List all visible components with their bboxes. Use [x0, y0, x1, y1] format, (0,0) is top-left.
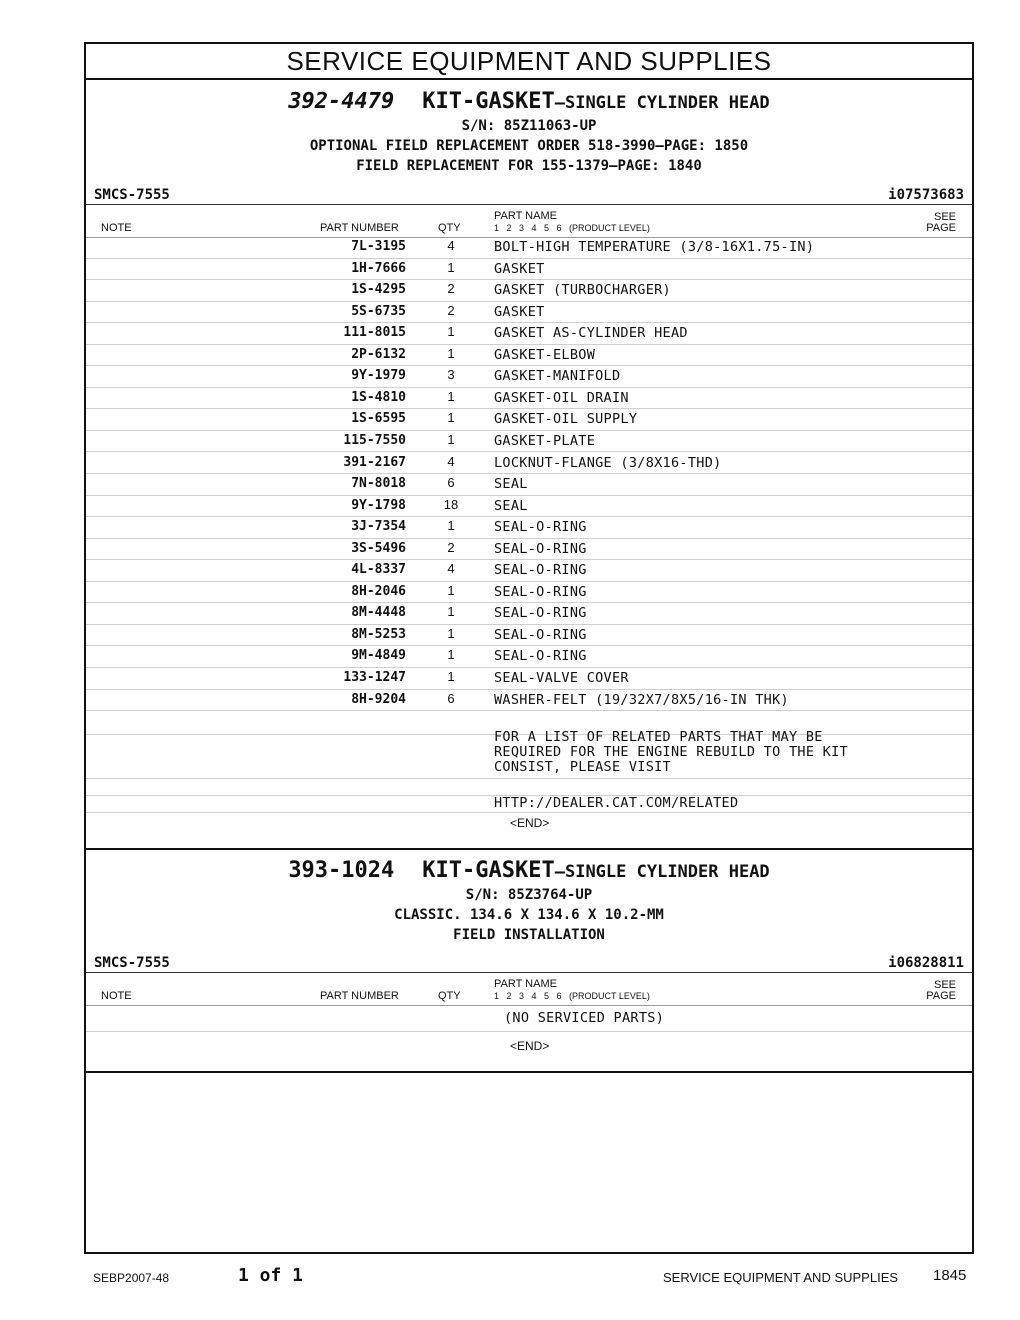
part-qty: 1: [447, 518, 455, 534]
parts-row: [86, 387, 972, 410]
part-number[interactable]: 133-1247: [343, 670, 406, 685]
part-qty: 2: [447, 539, 455, 555]
parts-row: [86, 322, 972, 345]
parts-row: [86, 258, 972, 281]
part-qty: 2: [447, 281, 455, 297]
kit2-smcs: SMCS-7555: [94, 955, 170, 971]
kit1-end-marker: <END>: [510, 816, 550, 830]
part-number[interactable]: 9Y-1979: [351, 368, 406, 384]
related-parts-link[interactable]: HTTP://DEALER.CAT.COM/RELATED: [494, 795, 739, 811]
part-number[interactable]: 8H-2046: [351, 583, 406, 599]
kit2-no-parts: (NO SERVICED PARTS): [504, 1010, 665, 1026]
kit2-serial: S/N: 85Z3764-UP: [465, 887, 593, 903]
parts-row: [86, 452, 972, 475]
footer-section: SERVICE EQUIPMENT AND SUPPLIES: [663, 1270, 899, 1285]
part-name: WASHER-FELT (19/32X7/8X5/16-IN THK): [494, 691, 789, 708]
part-qty: 4: [447, 561, 455, 577]
part-qty: 18: [443, 496, 459, 512]
kit1-optional-replacement: OPTIONAL FIELD REPLACEMENT ORDER 518-3990—PAGE: 1850: [309, 138, 749, 154]
parts-row: [86, 408, 972, 431]
part-number[interactable]: 1S-6595: [351, 411, 406, 427]
note-line: CONSIST, PLEASE VISIT: [494, 759, 671, 775]
part-qty: 1: [447, 582, 455, 598]
part-qty: 3: [447, 367, 455, 383]
part-number[interactable]: 4L-8337: [351, 562, 406, 578]
part-qty: 1: [447, 669, 455, 684]
part-qty: 2: [447, 302, 455, 318]
part-name: GASKET-MANIFOLD: [494, 368, 621, 385]
col-product-level: 1 2 3 4 5 6 (PRODUCT LEVEL): [494, 223, 650, 233]
part-qty: 1: [447, 259, 455, 275]
part-name: GASKET: [494, 303, 545, 320]
part-number[interactable]: 2P-6132: [351, 346, 406, 362]
part-qty: 1: [447, 647, 455, 663]
parts-row: [86, 667, 972, 690]
part-name: BOLT-HIGH TEMPERATURE (3/8-16X1.75-IN): [494, 239, 815, 255]
part-number[interactable]: 115-7550: [343, 432, 406, 448]
parts-row: [86, 473, 972, 496]
parts-row: [86, 645, 972, 668]
footer-page-number: 1845: [933, 1267, 967, 1284]
kit1-heading: [86, 89, 972, 114]
kit2-desc: —SINGLE CYLINDER HEAD: [554, 862, 770, 882]
parts-row: [86, 516, 972, 539]
note-line: REQUIRED FOR THE ENGINE REBUILD TO THE KIT: [494, 744, 848, 760]
kit1-iref: i07573683: [888, 187, 964, 203]
col-part-name: PART NAME: [494, 978, 557, 990]
col-see: SEE: [933, 211, 956, 223]
part-name: SEAL-O-RING: [494, 626, 587, 643]
part-qty: 1: [447, 625, 455, 641]
kit2-end-marker: <END>: [510, 1039, 550, 1053]
part-name: SEAL: [494, 497, 528, 514]
kit2-number: 393-1024: [288, 858, 395, 883]
parts-row: [86, 365, 972, 388]
page-title: SERVICE EQUIPMENT AND SUPPLIES: [86, 44, 972, 80]
part-number[interactable]: 111-8015: [343, 325, 406, 341]
note-line: FOR A LIST OF RELATED PARTS THAT MAY BE: [494, 729, 823, 745]
kit2-installation: FIELD INSTALLATION: [453, 927, 605, 943]
part-number[interactable]: 8M-4448: [351, 605, 406, 621]
parts-row: [86, 581, 972, 604]
part-number[interactable]: 5S-6735: [351, 303, 406, 319]
col-part-number: PART NUMBER: [320, 990, 399, 1002]
parts-row: [86, 495, 972, 518]
part-number[interactable]: 1S-4810: [351, 389, 406, 405]
part-number[interactable]: 1S-4295: [351, 282, 406, 298]
kit1-number: 392-4479: [288, 89, 395, 114]
part-number[interactable]: 1H-7666: [351, 260, 406, 276]
part-number[interactable]: 7N-8018: [351, 476, 406, 492]
kit1-desc: —SINGLE CYLINDER HEAD: [554, 93, 770, 113]
part-name: SEAL-O-RING: [494, 583, 587, 600]
part-name: SEAL-VALVE COVER: [494, 670, 629, 686]
footer-page-count: 1 of 1: [238, 1265, 304, 1286]
col-part-name: PART NAME: [494, 210, 557, 222]
footer-doc-id: SEBP2007-48: [93, 1271, 170, 1285]
part-qty: 1: [447, 345, 455, 361]
kit2-iref: i06828811: [888, 955, 964, 971]
part-qty: 6: [447, 475, 455, 491]
parts-row: [86, 538, 972, 561]
col-note: NOTE: [101, 222, 132, 234]
kit1-field-replacement: FIELD REPLACEMENT FOR 155-1379—PAGE: 1840: [356, 158, 702, 174]
part-number[interactable]: 391-2167: [343, 454, 406, 470]
part-qty: 1: [447, 604, 455, 620]
col-page: PAGE: [926, 222, 956, 234]
parts-row: [86, 344, 972, 367]
part-number[interactable]: 3S-5496: [351, 540, 406, 556]
parts-row: [86, 279, 972, 302]
kit1-smcs: SMCS-7555: [94, 187, 170, 203]
kit2-column-header: [86, 972, 972, 1006]
part-qty: 1: [447, 324, 455, 340]
parts-row: [86, 559, 972, 582]
part-name: SEAL-O-RING: [494, 519, 587, 536]
part-qty: 4: [447, 453, 455, 469]
parts-row: [86, 301, 972, 324]
part-name: SEAL-O-RING: [494, 540, 587, 557]
kit1-related-note: [494, 730, 848, 775]
part-number[interactable]: 7L-3195: [351, 239, 406, 254]
part-number[interactable]: 8H-9204: [351, 691, 406, 707]
col-part-number: PART NUMBER: [320, 222, 399, 234]
part-name: GASKET AS-CYLINDER HEAD: [494, 325, 688, 342]
col-note: NOTE: [101, 990, 132, 1002]
part-name: SEAL: [494, 476, 528, 493]
part-name: GASKET-OIL SUPPLY: [494, 411, 638, 428]
part-qty: 1: [447, 388, 455, 404]
part-number[interactable]: 3J-7354: [351, 519, 406, 535]
kit2-heading: [86, 858, 972, 883]
part-qty: 6: [447, 690, 455, 706]
parts-row: [86, 430, 972, 453]
part-number[interactable]: 8M-5253: [351, 626, 406, 642]
part-number[interactable]: 9M-4849: [351, 648, 406, 664]
kit2-name: KIT-GASKET: [422, 858, 555, 883]
parts-row: [86, 689, 972, 712]
kit1-column-header: [86, 204, 972, 238]
part-name: GASKET (TURBOCHARGER): [494, 282, 671, 299]
part-name: GASKET-OIL DRAIN: [494, 389, 629, 406]
col-qty: QTY: [438, 222, 461, 234]
col-see: SEE: [933, 979, 956, 991]
kit1-name: KIT-GASKET: [422, 89, 555, 114]
parts-row: [86, 624, 972, 647]
page-frame: [84, 42, 974, 1254]
part-name: SEAL-O-RING: [494, 605, 587, 622]
part-name: GASKET: [494, 260, 545, 277]
col-page: PAGE: [926, 990, 956, 1002]
kit2-dimensions: CLASSIC. 134.6 X 134.6 X 10.2-MM: [394, 907, 664, 923]
part-name: GASKET-PLATE: [494, 432, 596, 449]
part-qty: 4: [447, 238, 455, 253]
part-name: GASKET-ELBOW: [494, 346, 596, 363]
parts-row: [86, 602, 972, 625]
col-product-level: 1 2 3 4 5 6 (PRODUCT LEVEL): [494, 991, 650, 1001]
part-qty: 1: [447, 431, 455, 447]
part-qty: 1: [447, 410, 455, 426]
part-name: SEAL-O-RING: [494, 648, 587, 665]
kit1-serial: S/N: 85Z11063-UP: [461, 118, 597, 134]
part-name: SEAL-O-RING: [494, 562, 587, 579]
part-name: LOCKNUT-FLANGE (3/8X16-THD): [494, 454, 722, 471]
col-qty: QTY: [438, 990, 461, 1002]
parts-row: [86, 236, 972, 259]
part-number[interactable]: 9Y-1798: [351, 497, 406, 513]
